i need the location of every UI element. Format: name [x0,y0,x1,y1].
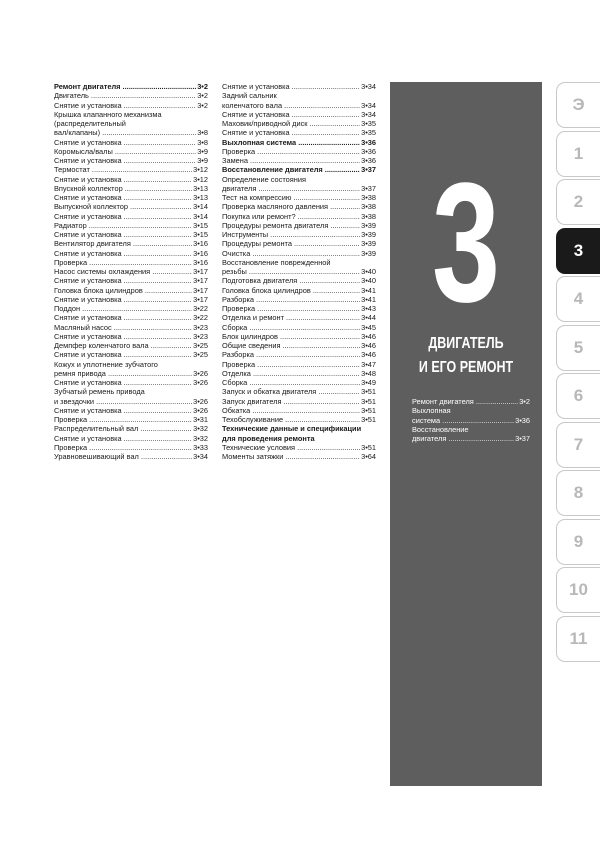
toc-entry [54,313,208,322]
toc-entry [222,313,376,322]
toc-entry [222,350,376,359]
toc-entry [222,304,376,313]
toc-entry-page: 3•41 [361,294,376,304]
toc-entry [222,128,376,137]
chapter-tabs [556,82,600,664]
toc-entry [54,323,208,332]
toc-entry [222,332,376,341]
toc-entry [412,434,530,443]
toc-entry-page: 3•33 [193,442,208,452]
toc-entry-page: 3•17 [193,267,208,276]
toc-entry [412,397,530,406]
toc-entry-title: Технические данные и спецификации [222,424,362,434]
toc-entry-title: Снятие и установка ..... [54,193,192,202]
toc-entry-page: 3•14 [193,202,208,212]
toc-entry-title: Ремонт двигателя ..... [54,82,196,91]
toc-column-1 [54,82,208,461]
toc-entry [54,341,208,350]
toc-entry-page: 3•2 [197,82,208,91]
toc-entry [222,119,376,128]
toc-entry-title: Впускной коллектор ..... [54,184,192,193]
toc-entry-page: 3•35 [361,119,376,128]
toc-entry [222,165,376,174]
toc-entry-page: 3•2 [197,91,208,101]
toc-entry-title: для проведения ремонта [222,433,315,443]
toc-entry [54,202,208,211]
toc-entry-page: 3•39 [361,220,376,230]
toc-column-2 [222,82,376,461]
toc-entry-page: 3•26 [193,396,208,406]
toc-entry-title: Проверка ..... [54,443,192,452]
toc-entry-title: Снятие и установка ..... [54,101,196,110]
toc-entry-title: (распределительный [54,119,126,128]
toc-entry-title: Очистка ..... [222,249,360,258]
toc-entry [222,286,376,295]
toc-entry [222,230,376,239]
chapter-tab-8[interactable]: 8 [556,470,600,516]
toc-entry [222,239,376,248]
toc-entry [54,82,208,91]
toc-entry [54,286,208,295]
toc-entry-page: 3•26 [193,378,208,387]
toc-entry-title: и звездочки ..... [54,397,192,406]
toc-entry [54,397,208,406]
toc-entry [222,138,376,147]
chapter-title [407,332,526,380]
toc-entry-page: 3•40 [361,267,376,276]
toc-entry-page: 3•32 [193,433,208,443]
toc-entry [54,434,208,443]
toc-entry-page: 3•46 [361,331,376,341]
toc-entry-page: 3•23 [193,322,208,332]
toc-entry-title: Выпускной коллектор ..... [54,202,192,211]
toc-entry-title: Тест на компрессию ..... [222,193,360,202]
toc-entry [222,341,376,350]
toc-entry-title: Отделка и ремонт ..... [222,313,360,322]
toc-entry-page: 3•37 [361,183,376,193]
toc-entry [54,295,208,304]
toc-entry-title: Определение состояния [222,174,306,184]
toc-entry-title: Проверка ..... [222,360,360,369]
toc-entry-title: Запуск двигателя ..... [222,397,360,406]
toc-entry-title: Снятие и установка ..... [54,378,192,387]
toc-entry-page: 3•25 [193,350,208,360]
chapter-tab-6[interactable]: 6 [556,373,600,419]
toc-entry-page: 3•26 [193,405,208,415]
toc-entry-page: 3•39 [361,239,376,249]
chapter-tab-3[interactable]: 3 [556,228,600,274]
toc-entry [222,378,376,387]
toc-entry-title: Термостат ..... [54,165,192,174]
toc-entry-title: Восстановление [412,424,469,434]
toc-entry-page: 3•12 [193,165,208,175]
toc-entry-title: Поддон ..... [54,304,192,313]
toc-entry-page: 3•38 [361,193,376,202]
toc-entry-page: 3•47 [361,359,376,369]
toc-entry [54,415,208,424]
toc-entry-page: 3•38 [361,202,376,212]
toc-entry-title: Уравновешивающий вал ..... [54,452,192,461]
toc-entry-page: 3•46 [361,350,376,360]
toc-entry-title: Снятие и установка ..... [54,156,196,165]
toc-entry [222,156,376,165]
chapter-tab-10[interactable]: 10 [556,567,600,613]
toc-entry [222,193,376,202]
toc-entry [222,323,376,332]
toc-entry-page: 3•8 [197,128,208,138]
toc-entry-title: Общие сведения ..... [222,341,360,350]
toc-entry-title: Выхлопная [412,406,451,416]
toc-entry [222,82,376,91]
toc-entry [54,267,208,276]
toc-entry [54,276,208,285]
toc-entry-page: 3•37 [515,434,530,443]
chapter-title-line-2: И ЕГО РЕМОНТ [418,359,514,376]
chapter-number: 3 [431,148,501,338]
toc-entry [54,147,208,156]
toc-entry-title: двигателя ..... [222,184,360,193]
toc-entry-title: Снятие и установка ..... [54,249,192,258]
toc-entry-title: Коромысла/валы ..... [54,147,196,156]
toc-entry-title: двигателя ..... [412,434,514,443]
toc-entry [222,221,376,230]
toc-entry-title: Снятие и установка ..... [222,128,360,137]
toc-entry-page: 3•34 [193,452,208,461]
toc-entry-title: резьбы ..... [222,267,360,276]
toc-entry-title: Зубчатый ремень привода [54,387,145,397]
toc-entry [54,304,208,313]
chapter-panel [390,82,542,786]
toc-entry [54,369,208,378]
toc-entry [54,101,208,110]
toc-entry-title: Масляный насос ..... [54,323,192,332]
toc-entry [222,369,376,378]
toc-entry [54,239,208,248]
toc-entry-page: 3•22 [193,304,208,313]
toc-entry-page: 3•13 [193,193,208,202]
toc-entry-page: 3•17 [193,294,208,304]
toc-entry [222,110,376,119]
chapter-tab-7[interactable]: 7 [556,422,600,468]
toc-entry [222,295,376,304]
toc-entry-title: Сборка ..... [222,323,360,332]
toc-entry-page: 3•37 [361,165,376,175]
toc-entry-page: 3•17 [193,276,208,286]
toc-entry-title: Процедуры ремонта двигателя ..... [222,221,360,230]
toc-entry-page: 3•13 [193,183,208,193]
toc-entry-page: 3•39 [361,230,376,239]
toc-entry [54,193,208,202]
toc-entry [54,184,208,193]
toc-entry-page: 3•2 [519,397,530,406]
toc-entry-page: 3•40 [361,276,376,286]
toc-entry-page: 3•43 [361,304,376,313]
toc-entry-page: 3•25 [193,341,208,350]
toc-entry-title: коленчатого вала ..... [222,101,360,110]
toc-entry-title: Процедуры ремонта ..... [222,239,360,248]
toc-entry [54,443,208,452]
toc-entry-title: Техобслуживание ..... [222,415,360,424]
toc-entry-page: 3•34 [361,82,376,91]
toc-entry [54,156,208,165]
toc-entry-title: Маховик/приводной диск ..... [222,119,360,128]
toc-entry-title: Инструменты ..... [222,230,360,239]
toc-entry [222,452,376,461]
toc-entry-title: Проверка масляного давления ..... [222,202,360,211]
toc-entry-page: 3•12 [193,174,208,184]
toc-entry-title: Снятие и установка ..... [54,434,192,443]
toc-entry-page: 3•32 [193,424,208,434]
toc-entry [222,360,376,369]
toc-entry-title: Снятие и установка ..... [54,406,192,415]
toc-entry-title: Вентилятор двигателя ..... [54,239,192,248]
toc-entry [54,258,208,267]
toc-entry [54,175,208,184]
toc-entry-page: 3•26 [193,368,208,378]
chapter-tab-11[interactable]: 11 [556,616,600,662]
toc-entry-title: Технические условия ..... [222,443,360,452]
toc-entry-title: Проверка ..... [54,415,192,424]
toc-entry-title: Головка блока цилиндров ..... [54,286,192,295]
toc-entry-page: 3•46 [361,341,376,350]
chapter-tab-4[interactable]: 4 [556,276,600,322]
toc-entry-page: 3•41 [361,285,376,295]
chapter-tab-9[interactable]: 9 [556,519,600,565]
toc-entry-title: Снятие и установка ..... [54,212,192,221]
toc-entry [54,128,208,137]
toc-entry-title: Двигатель ..... [54,91,196,100]
toc-entry-page: 3•34 [361,100,376,110]
toc-entry [222,415,376,424]
toc-entry-title: Кожух и уплотнение зубчатого [54,359,158,369]
chapter-tab-5[interactable]: 5 [556,325,600,371]
toc-entry-page: 3•38 [361,211,376,221]
toc-entry-title: Восстановление двигателя ..... [222,165,360,174]
toc-entry-page: 3•14 [193,211,208,221]
toc-entry-page: 3•36 [361,146,376,156]
toc-entry [54,221,208,230]
toc-entry [222,249,376,258]
toc-entry [412,416,530,425]
toc-entry-page: 3•9 [197,156,208,165]
toc-entry [54,91,208,100]
toc-entry-title: Снятие и установка ..... [222,110,360,119]
toc-entry-title: Снятие и установка ..... [222,82,360,91]
toc-entry-title: Снятие и установка ..... [54,295,192,304]
toc-entry-title: Разборка ..... [222,350,360,359]
toc-entry-page: 3•64 [361,452,376,461]
chapter-tab-1[interactable]: 1 [556,131,600,177]
toc-entry-page: 3•8 [197,137,208,147]
toc-entry-title: система ..... [412,416,514,425]
toc-entry-page: 3•16 [193,239,208,249]
toc-entry [222,443,376,452]
toc-entry-title: Крышка клапанного механизма [54,109,162,119]
toc-entry [54,165,208,174]
toc-entry-title: Снятие и установка ..... [54,138,196,147]
toc-entry-page: 3•36 [361,156,376,165]
toc-entry [222,202,376,211]
toc-entry-page: 3•51 [361,405,376,415]
toc-entry-title: Отделка ..... [222,369,360,378]
toc-entry-title: Выхлопная система ..... [222,138,360,147]
chapter-title-line-1: ДВИГАТЕЛЬ [428,335,504,352]
toc-entry-page: 3•49 [361,378,376,387]
toc-entry [54,249,208,258]
toc-entry [222,406,376,415]
chapter-tab-2[interactable]: 2 [556,179,600,225]
toc-entry-title: Обкатка ..... [222,406,360,415]
toc-entry-page: 3•51 [361,396,376,406]
toc-entry-page: 3•22 [193,313,208,323]
toc-entry [54,212,208,221]
toc-entry-title: Проверка ..... [222,304,360,313]
chapter-summary-toc [412,397,530,443]
chapter-tab-Э[interactable]: Э [556,82,600,128]
toc-entry-page: 3•23 [193,331,208,341]
toc-entry [54,406,208,415]
toc-entry-title: Снятие и установка ..... [54,332,192,341]
toc-entry-title: Покупка или ремонт? ..... [222,212,360,221]
toc-entry [222,276,376,285]
toc-entry-page: 3•36 [515,415,530,425]
toc-entry-page: 3•16 [193,257,208,267]
toc-entry-title: Снятие и установка ..... [54,230,192,239]
toc-entry [54,452,208,461]
toc-entry-page: 3•17 [193,285,208,295]
toc-entry-title: Блок цилиндров ..... [222,332,360,341]
toc-entry-title: Замена ..... [222,156,360,165]
toc-entry [54,230,208,239]
toc-entry-page: 3•2 [197,100,208,110]
toc-entry-page: 3•36 [361,137,376,147]
toc-entry-title: Демпфер коленчатого вала ..... [54,341,192,350]
toc-entry [54,378,208,387]
toc-entry-title: вал/клапаны) ..... [54,128,196,137]
toc-entry-page: 3•15 [193,220,208,230]
toc-entry-page: 3•51 [361,387,376,397]
toc-entry-page: 3•48 [361,368,376,378]
toc-entry [222,267,376,276]
toc-entry-page: 3•44 [361,313,376,323]
toc-entry-title: Головка блока цилиндров ..... [222,286,360,295]
toc-entry-title: Насос системы охлаждения ..... [54,267,192,276]
toc-entry [54,350,208,359]
toc-entry-title: Проверка ..... [222,147,360,156]
toc-entry-title: Задний сальник [222,91,277,101]
toc-entry-title: Снятие и установка ..... [54,175,192,184]
toc-entry-page: 3•16 [193,248,208,258]
toc-entry [222,184,376,193]
toc-entry-page: 3•15 [193,230,208,239]
toc-entry-title: Моменты затяжки ..... [222,452,360,461]
toc-entry [54,332,208,341]
toc-entry-title: Запуск и обкатка двигателя ..... [222,387,360,396]
toc-entry-page: 3•45 [361,322,376,332]
toc-entry-title: Проверка ..... [54,258,192,267]
toc-entry-title: Снятие и установка ..... [54,350,192,359]
toc-entry-page: 3•9 [197,146,208,156]
toc-entry-title: Радиатор ..... [54,221,192,230]
toc-entry [54,424,208,433]
toc-entry [54,138,208,147]
toc-entry-title: Разборка ..... [222,295,360,304]
toc-entry-page: 3•51 [361,442,376,452]
toc-entry-page: 3•51 [361,415,376,424]
toc-entry-title: Подготовка двигателя ..... [222,276,360,285]
toc-entry-title: Снятие и установка ..... [54,276,192,285]
toc-entry-title: Ремонт двигателя ..... [412,397,518,406]
toc-entry [222,147,376,156]
toc-entry-title: Распределительный вал ..... [54,424,192,433]
toc-entry-title: ремня привода ..... [54,369,192,378]
toc-entry-title: Сборка ..... [222,378,360,387]
toc-entry-page: 3•34 [361,109,376,119]
toc-entry [222,387,376,396]
toc-entry-page: 3•35 [361,128,376,138]
toc-entry [222,212,376,221]
toc-entry [222,397,376,406]
toc-entry-title: Восстановление поврежденной [222,257,331,267]
toc-entry-title: Снятие и установка ..... [54,313,192,322]
toc-entry-page: 3•31 [193,415,208,424]
toc-entry [222,101,376,110]
toc-entry-page: 3•39 [361,248,376,258]
